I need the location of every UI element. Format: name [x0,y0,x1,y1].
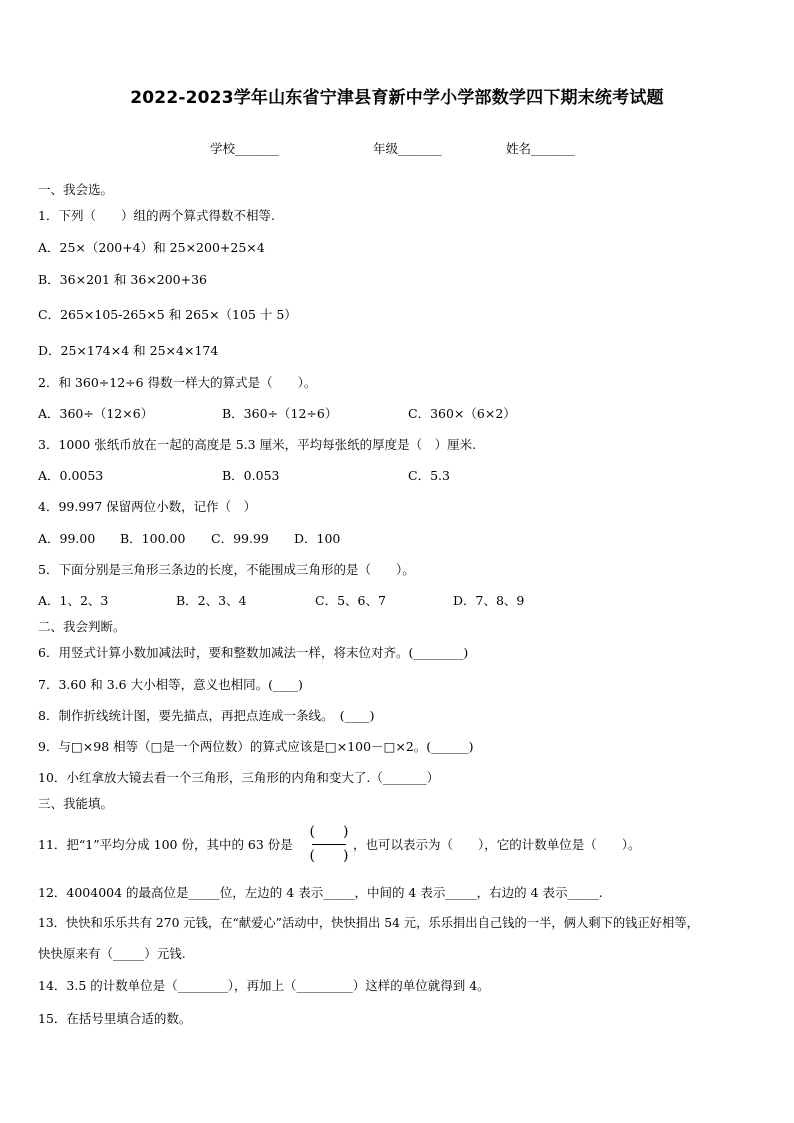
question-3-stem: 3．1000 张纸币放在一起的高度是 5.3 厘米，平均每张纸的厚度是（ ）厘米. [38,437,477,452]
question-5-stem: 5．下面分别是三角形三条边的长度，不能围成三角形的是（ ）。 [38,562,415,577]
question-1-option-c: C．265×105-265×5 和 265×（105 十 5） [38,307,297,322]
grade-field[interactable]: 年级_______ [373,141,442,156]
question-5-option-a: A．1、2、3 [38,593,109,608]
question-4-stem: 4．99.997 保留两位小数，记作（ ） [38,499,257,514]
question-1-option-a: A．25×（200+4）和 25×200+25×4 [38,240,265,255]
question-11-suffix: ，也可以表示为（ ），它的计数单位是（ ）。 [353,837,641,852]
section-heading-judge: 二、我会判断。 [38,619,126,634]
fraction-blank[interactable] [308,823,350,867]
name-field[interactable]: 姓名_______ [506,141,575,156]
page-title: 2022-2023学年山东省宁津县育新中学小学部数学四下期末统考试题 [130,88,664,108]
question-7: 7．3.60 和 3.6 大小相等，意义也相同。(____) [38,677,303,692]
question-4-option-a: A．99.00 [38,531,96,546]
question-5-option-d: D．7、8、9 [453,593,525,608]
question-2-option-b: B．360÷（12÷6） [222,406,338,421]
question-4-option-d: D．100 [294,531,341,546]
question-1-option-b: B．36×201 和 36×200+36 [38,272,207,287]
question-3-option-c: C．5.3 [408,468,450,483]
question-14: 14．3.5 的计数单位是（________），再加上（_________）这样的单位就得到 4。 [38,978,490,993]
question-12: 12．4004004 的最高位是_____位，左边的 4 表示_____，中间的 4 表示_____，右边的 4 表示_____. [38,885,603,900]
school-field[interactable]: 学校_______ [210,141,279,156]
question-15: 15．在括号里填合适的数。 [38,1011,192,1026]
question-6: 6．用竖式计算小数加减法时，要和整数加减法一样，将末位对齐。(________) [38,645,469,660]
fraction-denominator: ( ) [309,848,349,864]
question-8: 8．制作折线统计图，要先描点，再把点连成一条线。 (____) [38,708,375,723]
question-4-option-b: B．100.00 [120,531,186,546]
question-2-option-a: A．360÷（12×6） [38,406,154,421]
question-1-option-d: D．25×174×4 和 25×4×174 [38,343,219,358]
question-2-option-c: C．360×（6×2） [408,406,516,421]
fraction-numerator: ( ) [309,824,349,840]
question-3-option-b: B．0.053 [222,468,280,483]
question-5-option-c: C．5、6、7 [315,593,386,608]
question-2-stem: 2．和 360÷12÷6 得数一样大的算式是（ ）。 [38,375,317,390]
question-13-line-1: 13．快快和乐乐共有 270 元钱，在“献爱心”活动中，快快捐出 54 元，乐乐捐出自己钱的一半，俩人剩下的钱正好相等， [38,916,699,930]
question-3-option-a: A．0.0053 [38,468,104,483]
question-9: 9．与□×98 相等（□是一个两位数）的算式应该是□×100－□×2。(______) [38,739,474,754]
fraction-bar [312,844,346,845]
section-heading-fill: 三、我能填。 [38,796,114,811]
question-10: 10．小红拿放大镜去看一个三角形，三角形的内角和变大了.（_______） [38,770,440,785]
question-4-option-c: C．99.99 [211,531,269,546]
question-1-stem: 1．下列（ ）组的两个算式得数不相等. [38,208,275,223]
question-13-line-2: 快快原来有（_____）元钱. [38,946,186,961]
question-5-option-b: B．2、3、4 [176,593,247,608]
section-heading-choice: 一、我会选。 [38,182,114,197]
question-11-prefix: 11．把“1”平均分成 100 份，其中的 63 份是 [38,837,293,852]
